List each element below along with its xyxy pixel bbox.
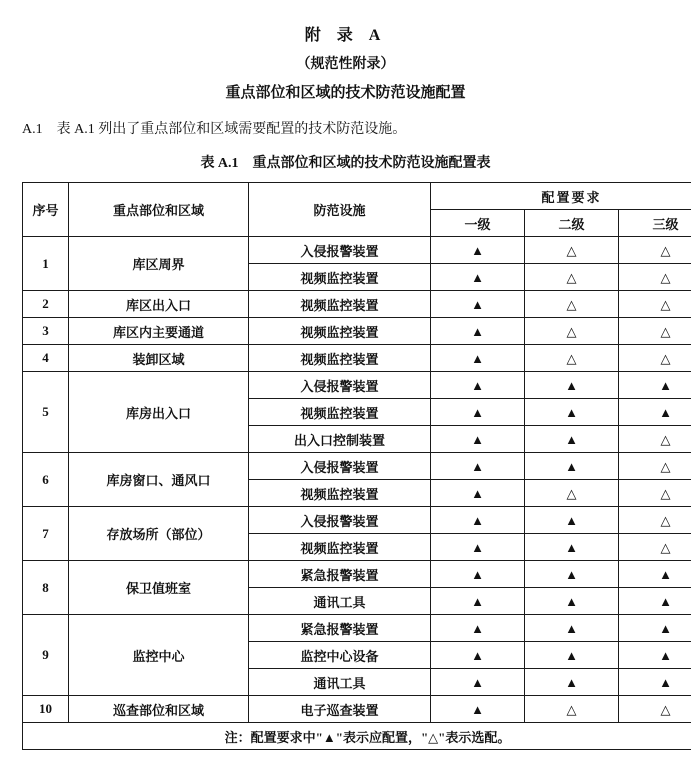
cell-seq: 5	[23, 372, 69, 453]
table-row	[23, 615, 691, 642]
cell-level-2: ▲	[525, 615, 619, 642]
table-row	[23, 696, 691, 723]
cell-level-2: ▲	[525, 642, 619, 669]
cell-level-3: △	[619, 426, 691, 453]
table-row	[23, 507, 691, 534]
cell-level-1: ▲	[431, 291, 525, 318]
cell-level-2: ▲	[525, 588, 619, 615]
cell-seq: 9	[23, 615, 69, 696]
cell-level-2: ▲	[525, 426, 619, 453]
cell-facility: 通讯工具	[249, 588, 431, 615]
cell-facility: 入侵报警装置	[249, 372, 431, 399]
cell-level-3: △	[619, 696, 691, 723]
note-text: 配置要求中"▲"表示应配置，"△"表示选配。	[250, 729, 511, 745]
table-body	[23, 237, 691, 723]
cell-area: 库区出入口	[69, 291, 249, 318]
table-row	[23, 561, 691, 588]
cell-level-2: △	[525, 318, 619, 345]
cell-facility: 监控中心设备	[249, 642, 431, 669]
cell-level-1: ▲	[431, 615, 525, 642]
table-note	[23, 723, 691, 750]
cell-level-3: ▲	[619, 561, 691, 588]
cell-area: 库房窗口、通风口	[69, 453, 249, 507]
cell-area: 库房出入口	[69, 372, 249, 453]
cell-level-2: △	[525, 480, 619, 507]
cell-level-2: △	[525, 264, 619, 291]
header-config: 配置要求	[431, 183, 691, 210]
cell-level-1: ▲	[431, 480, 525, 507]
cell-level-3: ▲	[619, 669, 691, 696]
cell-facility: 视频监控装置	[249, 318, 431, 345]
cell-level-3: △	[619, 453, 691, 480]
cell-level-1: ▲	[431, 588, 525, 615]
normative-subheading: （规范性附录）	[296, 57, 395, 72]
cell-level-3: ▲	[619, 588, 691, 615]
table-header-row-1	[23, 183, 691, 210]
table-row	[23, 453, 691, 480]
table-row	[23, 237, 691, 264]
cell-level-1: ▲	[431, 399, 525, 426]
cell-level-1: ▲	[431, 426, 525, 453]
cell-seq: 7	[23, 507, 69, 561]
cell-level-1: ▲	[431, 345, 525, 372]
cell-level-3: △	[619, 291, 691, 318]
cell-level-1: ▲	[431, 642, 525, 669]
cell-area: 库区内主要通道	[69, 318, 249, 345]
cell-area: 保卫值班室	[69, 561, 249, 615]
cell-level-2: ▲	[525, 507, 619, 534]
header-level-2: 二级	[525, 210, 619, 237]
cell-facility: 视频监控装置	[249, 345, 431, 372]
cell-facility: 视频监控装置	[249, 480, 431, 507]
note-row	[23, 723, 691, 750]
table-caption: 表 A.1 重点部位和区域的技术防范设施配置表	[200, 156, 491, 171]
cell-level-2: ▲	[525, 534, 619, 561]
cell-level-1: ▲	[431, 534, 525, 561]
cell-facility: 出入口控制装置	[249, 426, 431, 453]
cell-level-1: ▲	[431, 507, 525, 534]
cell-seq: 10	[23, 696, 69, 723]
cell-level-2: △	[525, 237, 619, 264]
cell-seq: 3	[23, 318, 69, 345]
header-area: 重点部位和区域	[69, 183, 249, 237]
cell-facility: 入侵报警装置	[249, 453, 431, 480]
cell-level-1: ▲	[431, 318, 525, 345]
cell-level-3: △	[619, 345, 691, 372]
cell-level-3: △	[619, 264, 691, 291]
cell-level-3: △	[619, 507, 691, 534]
cell-level-2: △	[525, 345, 619, 372]
cell-facility: 视频监控装置	[249, 264, 431, 291]
cell-facility: 紧急报警装置	[249, 615, 431, 642]
table-row	[23, 291, 691, 318]
cell-area: 装卸区域	[69, 345, 249, 372]
cell-level-3: ▲	[619, 615, 691, 642]
cell-seq: 4	[23, 345, 69, 372]
table-header	[23, 183, 691, 237]
cell-level-3: △	[619, 237, 691, 264]
cell-level-1: ▲	[431, 669, 525, 696]
cell-facility: 视频监控装置	[249, 534, 431, 561]
cell-level-1: ▲	[431, 561, 525, 588]
appendix-heading: 附 录 A	[304, 27, 387, 44]
cell-level-2: ▲	[525, 561, 619, 588]
cell-level-2: ▲	[525, 399, 619, 426]
cell-level-3: △	[619, 480, 691, 507]
table-row	[23, 372, 691, 399]
header-facility: 防范设施	[249, 183, 431, 237]
cell-level-2: ▲	[525, 372, 619, 399]
cell-level-2: △	[525, 696, 619, 723]
table-row	[23, 345, 691, 372]
cell-area: 存放场所（部位）	[69, 507, 249, 561]
header-seq: 序号	[23, 183, 69, 237]
cell-facility: 紧急报警装置	[249, 561, 431, 588]
cell-level-1: ▲	[431, 264, 525, 291]
cell-facility: 视频监控装置	[249, 291, 431, 318]
cell-facility: 电子巡查装置	[249, 696, 431, 723]
cell-area: 监控中心	[69, 615, 249, 696]
cell-level-3: ▲	[619, 642, 691, 669]
appendix-title: 重点部位和区域的技术防范设施配置	[225, 85, 466, 101]
cell-level-1: ▲	[431, 696, 525, 723]
cell-level-1: ▲	[431, 237, 525, 264]
cell-level-1: ▲	[431, 372, 525, 399]
table-footer	[23, 723, 691, 750]
cell-level-3: ▲	[619, 372, 691, 399]
cell-level-3: △	[619, 318, 691, 345]
cell-seq: 6	[23, 453, 69, 507]
cell-facility: 入侵报警装置	[249, 237, 431, 264]
cell-seq: 8	[23, 561, 69, 615]
facility-configuration-table	[22, 182, 691, 750]
cell-level-1: ▲	[431, 453, 525, 480]
cell-area: 库区周界	[69, 237, 249, 291]
header-level-3: 三级	[619, 210, 691, 237]
cell-area: 巡查部位和区域	[69, 696, 249, 723]
table-row	[23, 318, 691, 345]
cell-facility: 入侵报警装置	[249, 507, 431, 534]
cell-level-2: ▲	[525, 453, 619, 480]
cell-level-3: ▲	[619, 399, 691, 426]
cell-level-2: △	[525, 291, 619, 318]
note-label: 注：	[224, 729, 251, 745]
cell-seq: 2	[23, 291, 69, 318]
header-level-1: 一级	[431, 210, 525, 237]
intro-paragraph: A.1 表 A.1 列出了重点部位和区域需要配置的技术防范设施。	[22, 122, 407, 137]
cell-level-3: △	[619, 534, 691, 561]
cell-level-2: ▲	[525, 669, 619, 696]
cell-facility: 通讯工具	[249, 669, 431, 696]
cell-seq: 1	[23, 237, 69, 291]
cell-facility: 视频监控装置	[249, 399, 431, 426]
